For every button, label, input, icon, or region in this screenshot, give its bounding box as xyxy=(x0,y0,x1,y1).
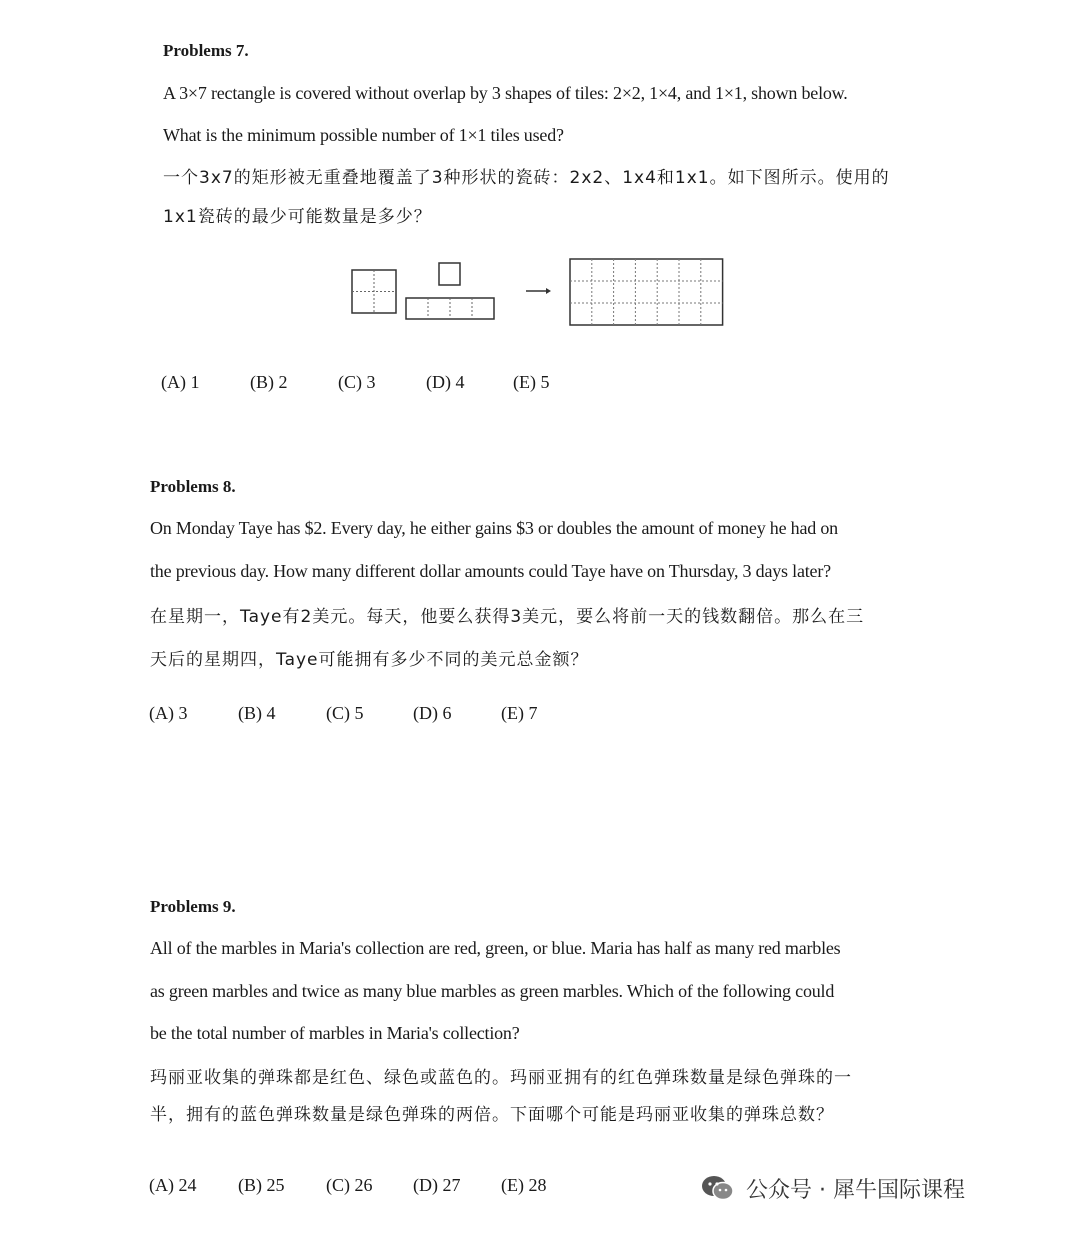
problem7-title: Problems 7. xyxy=(163,41,249,60)
problem9-option-d[interactable]: (D) 27 xyxy=(413,1175,461,1195)
problem8-option-d[interactable]: (D) 6 xyxy=(413,703,452,723)
tile-diagram xyxy=(340,250,740,340)
problem8-option-e[interactable]: (E) 7 xyxy=(501,703,538,723)
problem7-en-line1: A 3×7 rectangle is covered without overlap by 3 shapes of tiles: 2×2, 1×4, and 1×1, shown below. xyxy=(163,83,848,103)
grid-outline xyxy=(570,259,723,325)
problem8-title: Problems 8. xyxy=(150,477,236,496)
problem9-option-a[interactable]: (A) 24 xyxy=(149,1175,197,1195)
tile-1x4 xyxy=(406,298,494,319)
problem9-title: Problems 9. xyxy=(150,897,236,916)
problem7-en-line2: What is the minimum possible number of 1×1 tiles used? xyxy=(163,125,564,145)
problem8-en-line1: On Monday Taye has $2. Every day, he either gains $3 or doubles the amount of money he had on xyxy=(150,518,838,538)
wechat-icon xyxy=(700,1173,736,1203)
problem9-en-line3: be the total number of marbles in Maria's collection? xyxy=(150,1023,520,1043)
tile-2x2 xyxy=(352,270,396,313)
problem7-zh-line1: 一个3x7的矩形被无重叠地覆盖了3种形状的瓷砖：2x2、1x4和1x1。如下图所示。使用的 xyxy=(163,168,890,188)
problem9-en-line2: as green marbles and twice as many blue marbles as green marbles. Which of the following could xyxy=(150,981,835,1001)
problem9-option-b[interactable]: (B) 25 xyxy=(238,1175,285,1195)
tile-1x1 xyxy=(439,263,460,285)
problem9-option-e[interactable]: (E) 28 xyxy=(501,1175,547,1195)
problem8-zh-line2: 天后的星期四，Taye可能拥有多少不同的美元总金额？ xyxy=(150,650,589,670)
footer-watermark xyxy=(700,1168,965,1208)
problem9-zh-line2: 半，拥有的蓝色弹珠数量是绿色弹珠的两倍。下面哪个可能是玛丽亚收集的弹珠总数？ xyxy=(150,1105,834,1125)
problem9-en-line1: All of the marbles in Maria's collection are red, green, or blue. Maria has half as many red marbles xyxy=(150,938,841,958)
problem8-option-b[interactable]: (B) 4 xyxy=(238,703,276,723)
problem7-option-c[interactable]: (C) 3 xyxy=(338,372,376,392)
arrow-icon xyxy=(526,288,551,294)
problem8-zh-line1: 在星期一，Taye有2美元。每天，他要么获得3美元，要么将前一天的钱数翻倍。那么在三 xyxy=(150,607,865,627)
problem8-option-c[interactable]: (C) 5 xyxy=(326,703,364,723)
problem9-zh-line1: 玛丽亚收集的弹珠都是红色、绿色或蓝色的。玛丽亚拥有的红色弹珠数量是绿色弹珠的一 xyxy=(150,1068,852,1088)
problem7-option-d[interactable]: (D) 4 xyxy=(426,372,465,392)
rectangle-3x7 xyxy=(570,259,723,325)
problem7-option-b[interactable]: (B) 2 xyxy=(250,372,288,392)
problem9-option-c[interactable]: (C) 26 xyxy=(326,1175,373,1195)
problem7-option-a[interactable]: (A) 1 xyxy=(161,372,200,392)
problem8-en-line2: the previous day. How many different dollar amounts could Taye have on Thursday, 3 days later? xyxy=(150,561,831,581)
problem7-option-e[interactable]: (E) 5 xyxy=(513,372,550,392)
problem8-option-a[interactable]: (A) 3 xyxy=(149,703,188,723)
problem7-zh-line2: 1x1瓷砖的最少可能数量是多少？ xyxy=(163,207,432,227)
footer-account-name: 公众号 · 犀牛国际课程 xyxy=(746,1177,965,1203)
